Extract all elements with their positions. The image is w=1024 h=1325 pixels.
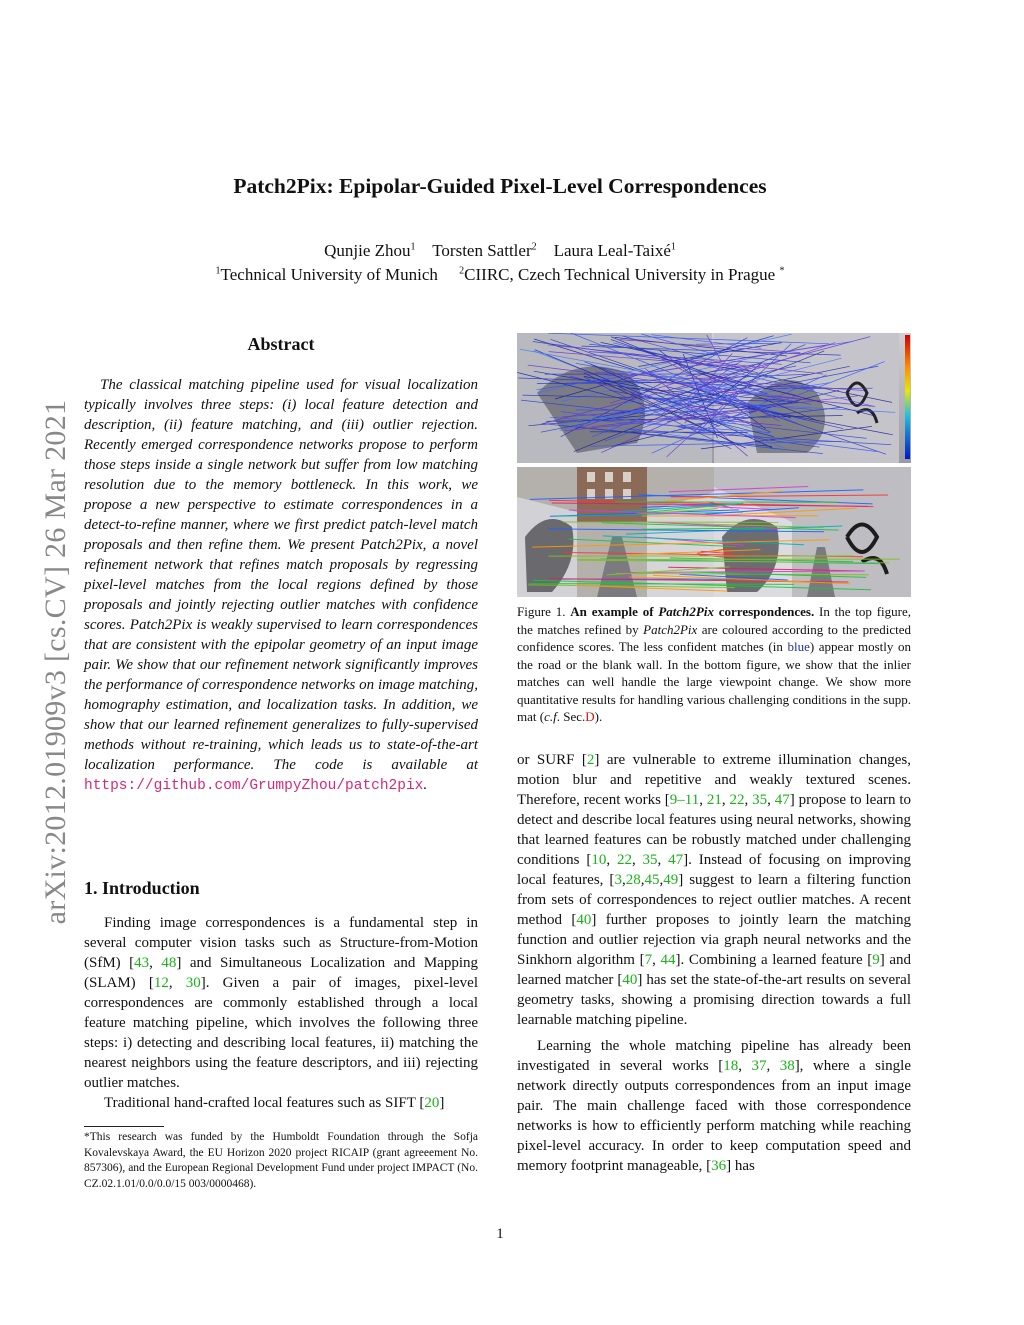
citation-link[interactable]: 48 <box>161 955 177 971</box>
citation-link[interactable]: 43 <box>134 955 150 971</box>
citation-link[interactable]: 11 <box>684 792 700 808</box>
figure-bottom-image <box>517 467 911 597</box>
author-name: Qunjie Zhou <box>324 241 411 260</box>
citation-link[interactable]: 20 <box>424 1095 440 1111</box>
citation-link[interactable]: 40 <box>576 912 592 928</box>
citation-link[interactable]: 47 <box>774 792 790 808</box>
author-name: Laura Leal-Taixé <box>553 241 671 260</box>
arxiv-identifier: arXiv:2012.01909v3 [cs.CV] 26 Mar 2021 <box>39 399 72 925</box>
right-column-body <box>517 750 911 1176</box>
paragraph: or SURF [2] are vulnerable to extreme illumination changes, motion blur and repetitive and weakly textured scenes. Therefore, recent works [9–11, 21, 22, 35, 47] propose to learn to detect and describe local features using neural networks, showing that learned features can be robustly matched under challenging conditions [10, 22, 35, 47]. Instead of focusing on improving local features, [3,28,45,49] suggest to learn a filtering function from sets of correspondences to reject outlier matches. A recent method [40] further proposes to jointly learn the matching function and outlier rejection via graph neural networks and the Sinkhorn algorithm [7, 44]. Combining a learned feature [9] and learned matcher [40] has set the state-of-the-art results on several geometry tasks, showing a promising direction towards a full learnable matching pipeline. <box>517 752 912 1028</box>
citation-link[interactable]: 22 <box>729 792 745 808</box>
color-word: blue <box>787 639 810 654</box>
paragraph: Finding image correspondences is a fundamental step in several computer vision tasks such as Structure-from-Motion (SfM) [43, 48] and Simultaneous Localization and Mapping (SLAM) [12, 30]. Given a pair of images, pixel-level correspondences are commonly established through a local feature matching pipeline, which involves the following three steps: i) detecting and describing local features, ii) matching the nearest neighbors using the feature descriptors, and iii) rejecting outlier matches. <box>84 915 478 1091</box>
code-link[interactable]: https://github.com/GrumpyZhou/patch2pix <box>84 778 424 794</box>
citation-link[interactable]: 37 <box>751 1058 767 1074</box>
paper-title: Patch2Pix: Epipolar-Guided Pixel-Level Correspondences <box>233 174 767 198</box>
affiliation-list: $^1$Technical University of Munich $^2$CIIRC, Czech Technical University in Prague * <box>215 265 785 284</box>
author-list: Qunjie Zhou$^1$ Torsten Sattler$^2$ Laura Leal-Taixé$^1$ <box>324 241 676 260</box>
citation-link[interactable]: 10 <box>591 852 607 868</box>
citation-link[interactable]: 47 <box>668 852 684 868</box>
figure-caption: Figure 1. An example of Patch2Pix correspondences. In the top figure, the matches refined by Patch2Pix are coloured according to the predicted confidence scores. The less confident matches (in blue) appear mostly on the road or the blank wall. In the bottom figure, we show that the inlier matches can well handle the large viewpoint change. We show more quantitative results for handling various challenging conditions in the supp. mat (c.f. Sec.D). <box>517 604 912 724</box>
citation-link[interactable]: 3 <box>614 872 622 888</box>
citation-link[interactable]: 2 <box>586 752 595 768</box>
citation-link[interactable]: 36 <box>711 1158 727 1174</box>
match-visualization-bottom <box>517 467 911 597</box>
citation-link[interactable]: 30 <box>185 975 201 991</box>
footnote: *This research was funded by the Humboldt Foundation through the Sofja Kovalevskaya Award, the EU Horizon 2020 project RICAIP (grant agreeement No. 857306), and the European Regional Development Fund under project IMPACT (No. CZ.02.1.01/0.0/0.0/15 003/0000468). <box>84 1131 478 1190</box>
citation-link[interactable]: 38 <box>779 1058 795 1074</box>
citation-link[interactable]: 35 <box>642 852 658 868</box>
page-number: 1 <box>496 1226 504 1242</box>
citation-link[interactable]: 22 <box>616 852 632 868</box>
match-visualization-top <box>517 333 911 463</box>
affiliation: CIIRC, Czech Technical University in Prague <box>464 265 776 284</box>
citation-link[interactable]: 28 <box>625 872 641 888</box>
section-heading: 1. Introduction <box>84 878 200 898</box>
abstract-heading: Abstract <box>247 334 315 354</box>
citation-link[interactable]: 21 <box>706 792 722 808</box>
abstract-body: The classical matching pipeline used for visual localization typically involves three steps: (i) local feature detection and description, (ii) feature matching, and (iii) outlier rejection. Recently emerged correspondence networks propose to perform those steps inside a single network but suffer from low matching resolution due to the memory bottleneck. In this work, we propose a new perspective to estimate correspondences in a detect-to-refine manner, where we first predict patch-level match proposals and then refine them. We present Patch2Pix, a novel refinement network that refines match proposals by regressing pixel-level matches from the local regions defined by those proposals and jointly rejecting outlier matches with confidence scores. Patch2Pix is weakly supervised to learn correspondences that are consistent with the epipolar geometry of an input image pair. We show that our refinement network significantly improves the performance of correspondence networks on image matching, homography estimation, and localization tasks. In addition, we show that our learned refinement generalizes to fully-supervised methods without re-training, which leads us to state-of-the-art localization performance. The code is available at https://github.com/GrumpyZhou/patch2pix. <box>84 377 478 794</box>
citation-link[interactable]: 40 <box>622 972 638 988</box>
affiliation: Technical University of Munich <box>220 265 438 284</box>
citation-link[interactable]: 9 <box>872 952 880 968</box>
footnote-rule <box>84 1126 164 1127</box>
citation-link[interactable]: 35 <box>752 792 768 808</box>
citation-link[interactable]: 49 <box>663 872 679 888</box>
citation-link[interactable]: 7 <box>644 952 653 968</box>
paragraph: Learning the whole matching pipeline has already been investigated in several works [18, 37, 38], where a single network directly outputs correspondences from an input image pair. The main challenge faced with those correspondence networks is how to efficiently perform matching while reaching pixel-level accuracy. In order to keep computation speed and memory footprint manageable, [36] has <box>517 1038 912 1174</box>
citation-link[interactable]: 45 <box>644 872 660 888</box>
citation-link[interactable]: 12 <box>153 975 169 991</box>
citation-link[interactable]: 18 <box>723 1058 739 1074</box>
citation-link[interactable]: 44 <box>660 952 676 968</box>
section-link[interactable]: D <box>585 709 595 724</box>
citation-link[interactable]: 9 <box>669 792 678 808</box>
figure-top-image <box>517 333 911 463</box>
paragraph: Traditional hand-crafted local features such as SIFT [20] <box>104 1095 445 1111</box>
author-name: Torsten Sattler <box>432 241 532 260</box>
intro-body <box>84 913 478 1113</box>
